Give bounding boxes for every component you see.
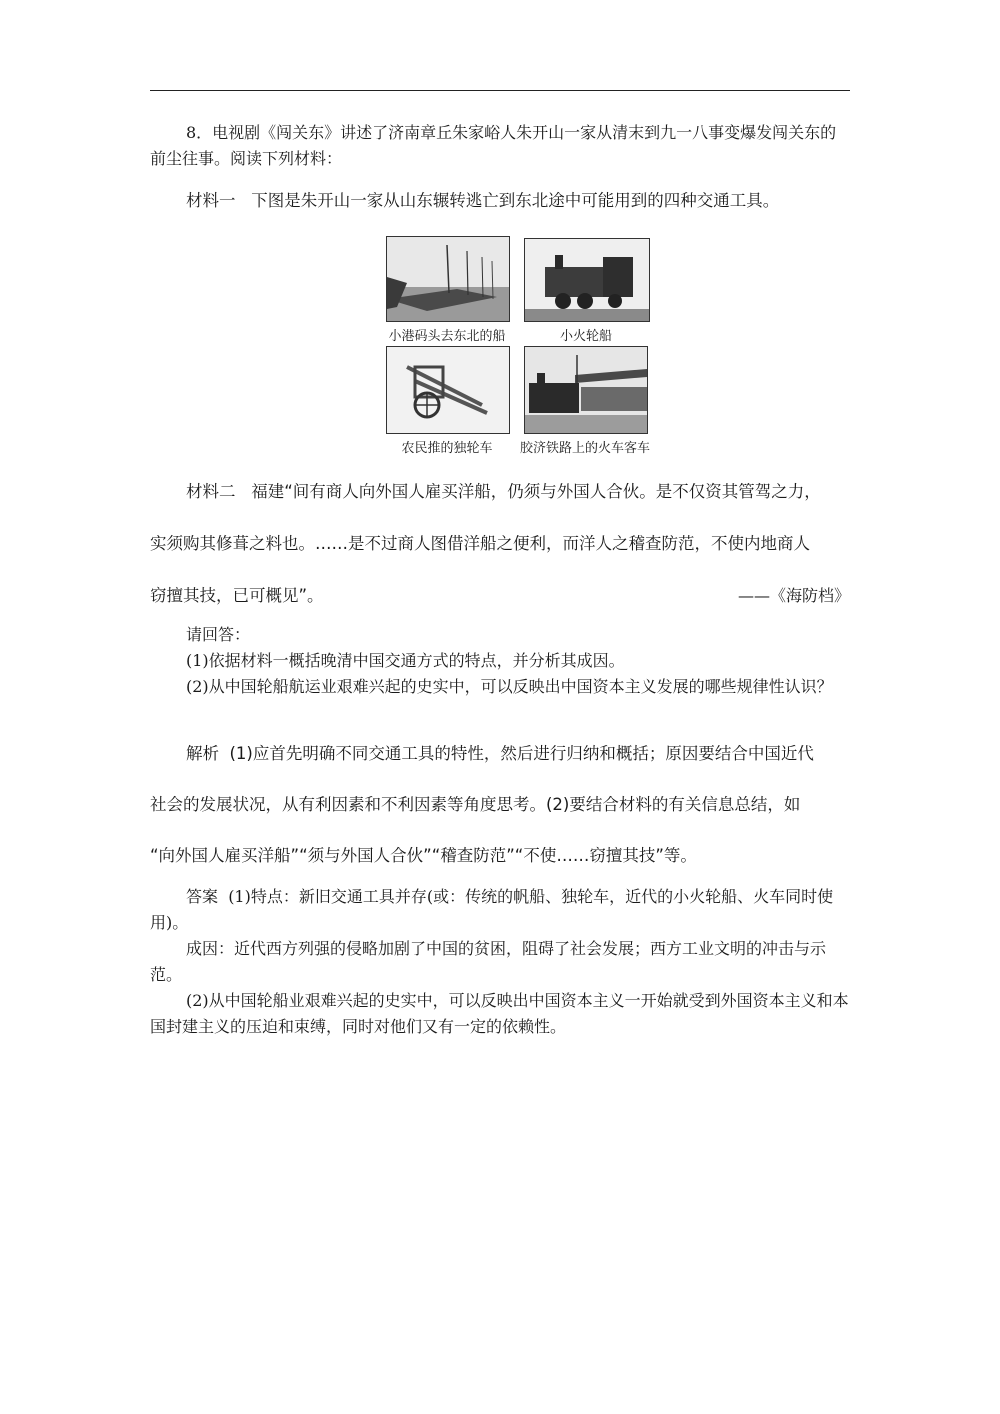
answer-text-1: (1)特点：新旧交通工具并存(或：传统的帆船、独轮车，近代的小火轮船、火车同时使用)。 [150, 887, 834, 932]
material2-source: ——《海防档》 [737, 586, 850, 605]
figure-train-station-caption: 胶济铁路上的火车客车 [519, 441, 650, 456]
header-rule [150, 90, 850, 91]
material2-line1 [150, 479, 850, 505]
questions-prompt: 请回答： [186, 625, 251, 644]
analysis-line3: “向外国人雇买洋船”“须与外国人合伙”“稽查防范”“不使……窃擅其技”等。 [150, 846, 697, 865]
material1-label: 材料一 [186, 191, 236, 210]
material2-line3: 窃擅其技，已可概见”。 [150, 586, 324, 605]
answer-label: 答案 [186, 887, 219, 906]
material2-text-1: 福建“间有商人向外国人雇买洋船，仍须与外国人合伙。是不仅资其管驾之力， [251, 482, 821, 501]
answer-p1 [150, 884, 850, 936]
answer-p2: 成因：近代西方列强的侵略加剧了中国的贫困，阻碍了社会发展；西方工业文明的冲击与示范。 [150, 939, 827, 984]
wheelbarrow-photo-icon [387, 347, 509, 433]
train-station-photo-icon [525, 347, 647, 433]
figure-train-station [524, 346, 648, 434]
figure-wheelbarrow-caption: 农民推的独轮车 [401, 441, 493, 456]
analysis-label: 解析 [186, 744, 219, 763]
answer-p3: (2)从中国轮船业艰难兴起的史实中，可以反映出中国资本主义一开始就受到外国资本主义和本国封建主义的压迫和束缚，同时对他们又有一定的依赖性。 [150, 991, 849, 1036]
material1-text: 下图是朱开山一家从山东辗转逃亡到东北途中可能用到的四种交通工具。 [251, 191, 780, 210]
figure-wheelbarrow [386, 346, 510, 434]
question-2: (2)从中国轮船航运业艰难兴起的史实中，可以反映出中国资本主义发展的哪些规律性认识？ [186, 677, 833, 696]
analysis-text-1: (1)应首先明确不同交通工具的特性，然后进行归纳和概括；原因要结合中国近代 [229, 744, 814, 763]
analysis-line1 [150, 741, 850, 767]
sailboat-photo-icon [387, 237, 509, 321]
question-1: (1)依据材料一概括晚清中国交通方式的特点，并分析其成因。 [186, 651, 625, 670]
figure-sailboat-caption: 小港码头去东北的船 [388, 329, 506, 344]
figure-locomotive-caption: 小火轮船 [559, 329, 612, 344]
material1-heading [150, 188, 850, 214]
figure-locomotive [524, 238, 650, 322]
question-stem: 8．电视剧《闯关东》讲述了济南章丘朱家峪人朱开山一家从清末到九一八事变爆发闯关东的前尘往事。阅读下列材料： [150, 123, 837, 168]
figure-sailboat [386, 236, 510, 322]
analysis-line2: 社会的发展状况，从有利因素和不利因素等角度思考。(2)要结合材料的有关信息总结，如 [150, 795, 801, 814]
material2-line2: 实须购其修葺之料也。……是不过商人图借洋船之便利，而洋人之稽查防范，不使内地商人 [150, 534, 810, 553]
locomotive-photo-icon [525, 239, 649, 321]
material2-label: 材料二 [186, 482, 236, 501]
